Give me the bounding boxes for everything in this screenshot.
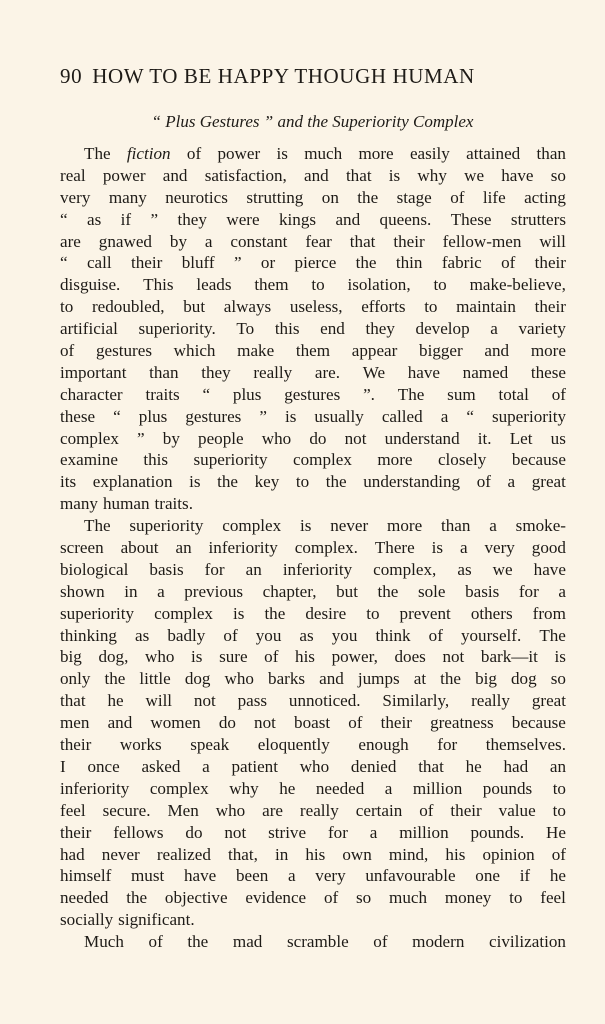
text-line: to redoubled, but always useless, efforts to maintain their	[60, 297, 566, 317]
text-line: superiority complex is the desire to prevent others from	[60, 603, 566, 623]
text-line: these “ plus gestures ” is usually called a “ superiority	[60, 406, 566, 426]
text-line: socially significant.	[60, 910, 195, 930]
text-line: many human traits.	[60, 494, 193, 514]
text-line: of gestures which make them appear bigger and more	[60, 341, 566, 361]
text-line: that he will not pass unnoticed. Similarly, really great	[60, 691, 566, 711]
text-line: feel secure. Men who are really certain of their value to	[60, 800, 566, 820]
text-line: The fiction of power is much more easily attained than	[84, 144, 566, 163]
text-line: artificial superiority. To this end they develop a variety	[60, 319, 566, 339]
text-line: Much of the mad scramble of modern civilization	[84, 932, 566, 952]
text-line: thinking as badly of you as you think of yourself. The	[60, 625, 566, 645]
text-line: character traits “ plus gestures ”. The sum total of	[60, 384, 566, 404]
text-line: examine this superiority complex more closely because	[60, 450, 566, 470]
text-line: only the little dog who barks and jumps at the big dog so	[60, 669, 566, 689]
text-line: disguise. This leads them to isolation, to make-believe,	[60, 275, 566, 295]
text-line: important than they really are. We have named these	[60, 362, 566, 382]
text-line: men and women do not boast of their greatness because	[60, 713, 566, 733]
text-line: are gnawed by a constant fear that their fellow-men will	[60, 231, 566, 251]
text-line: The superiority complex is never more than a smoke-	[84, 516, 566, 536]
text-line: screen about an inferiority complex. There is a very good	[60, 538, 566, 558]
text-line: complex ” by people who do not understand it. Let us	[60, 428, 566, 448]
text-line: inferiority complex why he needed a million pounds to	[60, 778, 566, 798]
running-head	[60, 64, 560, 94]
text-line: had never realized that, in his own mind, his opinion of	[60, 844, 566, 864]
text-line: their works speak eloquently enough for themselves.	[60, 735, 566, 755]
text-line: “ as if ” they were kings and queens. These strutters	[60, 209, 566, 229]
text-line: shown in a previous chapter, but the sole basis for a	[60, 581, 566, 601]
text-line: very many neurotics strutting on the stage of life acting	[60, 187, 566, 207]
section-title: “ Plus Gestures ” and the Superiority Complex	[151, 112, 474, 131]
book-title: HOW TO BE HAPPY THOUGH HUMAN	[92, 64, 475, 88]
text-line: himself must have been a very unfavourable one if he	[60, 866, 566, 886]
text-line: its explanation is the key to the understanding of a great	[60, 472, 566, 492]
text-line: “ call their bluff ” or pierce the thin fabric of their	[60, 253, 566, 273]
text-line: needed the objective evidence of so much money to feel	[60, 888, 566, 908]
text-line: I once asked a patient who denied that he had an	[60, 756, 566, 776]
text-line: their fellows do not strive for a million pounds. He	[60, 822, 566, 842]
text-line: real power and satisfaction, and that is why we have so	[60, 165, 566, 185]
text-line: biological basis for an inferiority complex, as we have	[60, 559, 566, 579]
body-text	[60, 143, 566, 953]
text-line: big dog, who is sure of his power, does not bark—it is	[60, 647, 566, 667]
page-number: 90	[60, 64, 83, 88]
